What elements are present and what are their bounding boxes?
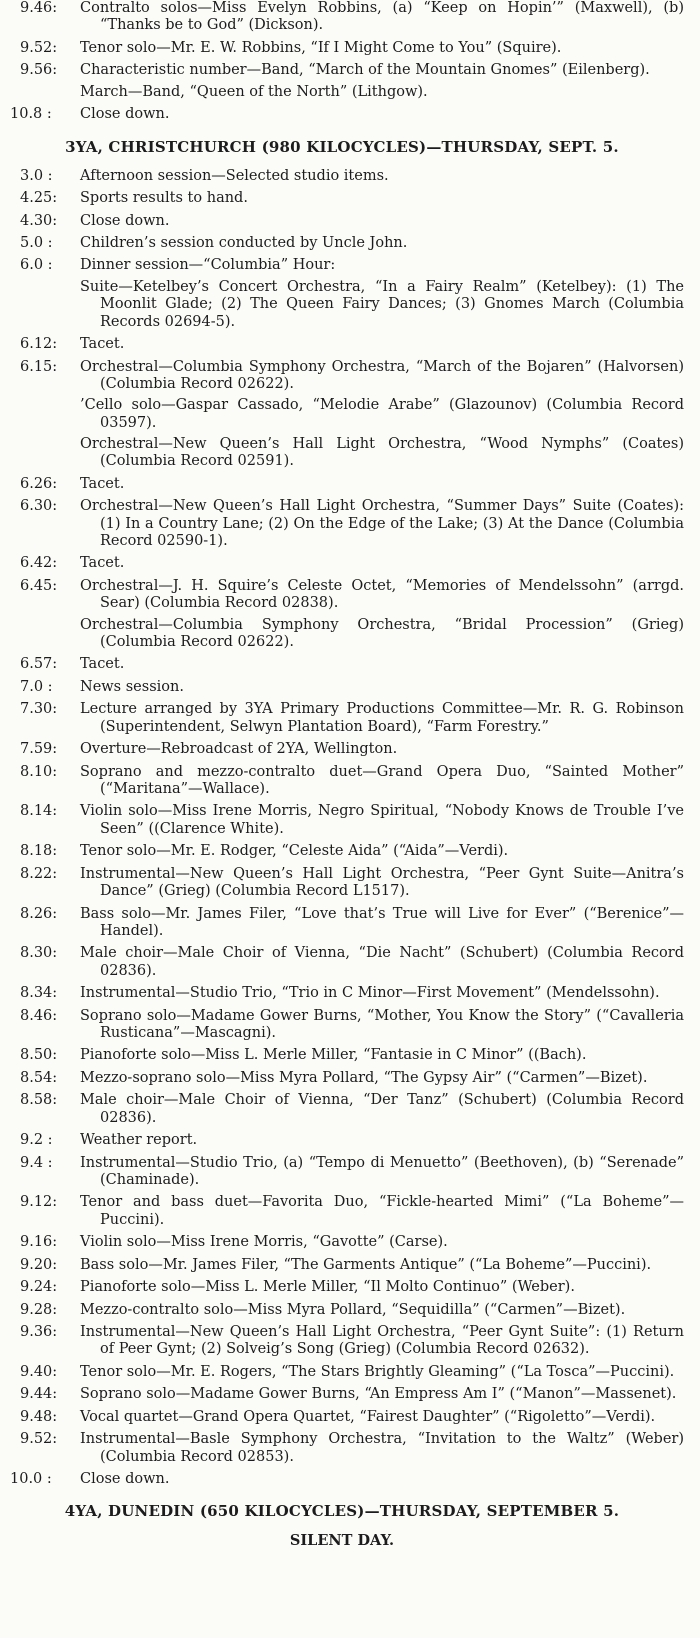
entry-time: 6.45: xyxy=(20,577,58,594)
entry-time: 6.26: xyxy=(20,475,58,492)
silent-day-notice: SILENT DAY. xyxy=(289,1532,395,1550)
entry-time: 9.16: xyxy=(20,1234,58,1251)
programme-entry xyxy=(0,679,684,696)
programme-entry xyxy=(0,803,684,838)
programme-entry xyxy=(0,1234,684,1251)
entry-text: Orchestral—Columbia Symphony Orchestra, “March of the Bojaren” (Halvorsen) (Columbia Record 02622). xyxy=(80,358,684,392)
programme-entry xyxy=(0,578,684,613)
entry-time: 8.30: xyxy=(20,945,58,962)
entry-time: 8.34: xyxy=(20,985,58,1002)
entry-text: Contralto solos—Miss Evelyn Robbins, (a) “Keep on Hopin’” (Maxwell), (b) “Thanks be to God” (Dickson). xyxy=(80,0,684,34)
entry-text: Weather report. xyxy=(80,1132,198,1149)
entry-text: Lecture arranged by 3YA Primary Productions Committee—Mr. R. G. Robinson (Superintendent, Selwyn Plantation Board), “Farm Forestry.” xyxy=(80,701,684,735)
programme-entry xyxy=(0,359,684,394)
programme-entry xyxy=(0,1431,684,1466)
entry-time: 6.12: xyxy=(20,336,58,353)
entry-time: 10.8 : xyxy=(10,106,52,123)
programme-entry xyxy=(0,1155,684,1190)
programme-entry xyxy=(0,213,684,230)
entry-text: Close down. xyxy=(80,106,170,123)
entry-text: Dinner session—“Columbia” Hour: xyxy=(80,257,336,274)
programme-entry xyxy=(0,764,684,799)
entry-time: 9.56: xyxy=(20,62,58,79)
programme-entry xyxy=(0,106,684,123)
entry-time: 8.58: xyxy=(20,1092,58,1109)
entry-text: Soprano and mezzo-contralto duet—Grand Opera Duo, “Sainted Mother” (“Maritana”—Wallace). xyxy=(80,763,684,797)
entry-time: 6.57: xyxy=(20,656,58,673)
programme-entry xyxy=(0,40,684,57)
programme-entry xyxy=(0,1471,684,1488)
entry-text: Mezzo-contralto solo—Miss Myra Pollard, “Sequidilla” (“Carmen”—Bizet). xyxy=(80,1301,626,1318)
entry-time: 8.50: xyxy=(20,1047,58,1064)
entry-text: Sports results to hand. xyxy=(80,190,248,207)
programme-entry xyxy=(0,498,684,550)
entry-time: 9.12: xyxy=(20,1194,58,1211)
entry-time: 6.15: xyxy=(20,358,58,375)
programme-entry xyxy=(0,168,684,185)
entry-time: 9.36: xyxy=(20,1324,58,1341)
entry-time: 9.52: xyxy=(20,1431,58,1448)
programme-entry xyxy=(0,62,684,79)
entry-text: Violin solo—Miss Irene Morris, “Gavotte” (Carse). xyxy=(80,1234,448,1251)
entry-text: Orchestral—Columbia Symphony Orchestra, “Bridal Procession” (Grieg) (Columbia Record 02622). xyxy=(80,616,684,650)
entry-text: Instrumental—Studio Trio, “Trio in C Minor—First Movement” (Mendelssohn). xyxy=(80,985,660,1002)
programme-entry xyxy=(0,985,684,1002)
entry-text: March—Band, “Queen of the North” (Lithgow). xyxy=(80,83,428,100)
programme-entry xyxy=(0,617,684,652)
entry-text: Male choir—Male Choir of Vienna, “Die Nacht” (Schubert) (Columbia Record 02836). xyxy=(80,945,684,979)
programme-entry xyxy=(0,1132,684,1149)
entry-text: News session. xyxy=(80,678,184,695)
programme-entry xyxy=(0,235,684,252)
entry-time: 4.25: xyxy=(20,190,58,207)
entry-time: 7.59: xyxy=(20,741,58,758)
entry-text: Bass solo—Mr. James Filer, “The Garments Antique” (“La Boheme”—Puccini). xyxy=(80,1256,652,1273)
entry-text: Tacet. xyxy=(80,555,125,572)
entry-time: 9.24: xyxy=(20,1279,58,1296)
programme-entry xyxy=(0,656,684,673)
programme-entry xyxy=(0,1409,684,1426)
programme-entry xyxy=(0,741,684,758)
entry-text: Tacet. xyxy=(80,336,125,353)
entry-text: Tenor solo—Mr. E. Rodger, “Celeste Aida” (“Aida”—Verdi). xyxy=(80,843,509,860)
entry-time: 6.0 : xyxy=(20,257,53,274)
entry-text: Children’s session conducted by Uncle John. xyxy=(80,234,408,251)
programme-entry xyxy=(0,279,684,331)
entry-time: 4.30: xyxy=(20,212,58,229)
programme-entry xyxy=(0,1008,684,1043)
entry-text: Vocal quartet—Grand Opera Quartet, “Fairest Daughter” (“Rigoletto”—Verdi). xyxy=(80,1408,656,1425)
programme-entry xyxy=(0,336,684,353)
entry-time: 7.30: xyxy=(20,701,58,718)
programme-entry xyxy=(0,397,684,432)
entry-time: 9.48: xyxy=(20,1408,58,1425)
station-heading-4ya: 4YA, DUNEDIN (650 KILOCYCLES)—THURSDAY, SEPTEMBER 5. xyxy=(64,1502,620,1521)
entry-time: 9.52: xyxy=(20,39,58,56)
entry-time: 8.18: xyxy=(20,843,58,860)
entry-text: Soprano solo—Madame Gower Burns, “Mother, You Know the Story” (“Cavalleria Rusticana”—Mascagni). xyxy=(80,1007,684,1041)
programme-entry xyxy=(0,1070,684,1087)
entry-text: Afternoon session—Selected studio items. xyxy=(80,167,389,184)
entry-text: Overture—Rebroadcast of 2YA, Wellington. xyxy=(80,741,398,758)
entry-time: 3.0 : xyxy=(20,167,53,184)
entry-text: Male choir—Male Choir of Vienna, “Der Tanz” (Schubert) (Columbia Record 02836). xyxy=(80,1092,684,1126)
entry-text: Orchestral—New Queen’s Hall Light Orchestra, “Summer Days” Suite (Coates): (1) In a Country Lane; (2) On the Edge of the Lake; (3) At the Dance (Columbia Record 02590-1). xyxy=(80,498,684,549)
entry-text: Tenor solo—Mr. E. W. Robbins, “If I Might Come to You” (Squire). xyxy=(80,39,562,56)
entry-time: 8.26: xyxy=(20,905,58,922)
programme-entry xyxy=(0,1092,684,1127)
entry-text: Tenor solo—Mr. E. Rogers, “The Stars Brightly Gleaming” (“La Tosca”—Puccini). xyxy=(80,1363,675,1380)
entry-time: 9.40: xyxy=(20,1363,58,1380)
entry-text: Suite—Ketelbey’s Concert Orchestra, “In a Fairy Realm” (Ketelbey): (1) The Moonlit Glade; (2) The Queen Fairy Dances; (3) Gnomes March (Columbia Records 02694-5). xyxy=(80,278,684,330)
programme-entry xyxy=(0,1279,684,1296)
entry-time: 8.22: xyxy=(20,865,58,882)
programme-entry xyxy=(0,555,684,572)
programme-entry xyxy=(0,476,684,493)
entry-text: Instrumental—Basle Symphony Orchestra, “Invitation to the Waltz” (Weber) (Columbia Record 02853). xyxy=(80,1431,684,1465)
entry-text: Orchestral—New Queen’s Hall Light Orchestra, “Wood Nymphs” (Coates) (Columbia Record 02591). xyxy=(80,436,684,470)
entry-time: 8.10: xyxy=(20,763,58,780)
programme-entry xyxy=(0,257,684,274)
programme-entry xyxy=(0,84,684,101)
entry-time: 8.14: xyxy=(20,803,58,820)
entry-time: 5.0 : xyxy=(20,234,53,251)
entry-text: Instrumental—Studio Trio, (a) “Tempo di Menuetto” (Beethoven), (b) “Serenade” (Chaminade). xyxy=(80,1154,684,1188)
entry-time: 9.4 : xyxy=(20,1154,53,1171)
entry-time: 9.46: xyxy=(20,0,58,16)
programme-entry xyxy=(0,190,684,207)
entry-text: Pianoforte solo—Miss L. Merle Miller, “Il Molto Continuo” (Weber). xyxy=(80,1279,575,1296)
programme-entry xyxy=(0,1324,684,1359)
programme-entry xyxy=(0,1364,684,1381)
entry-time: 6.30: xyxy=(20,498,58,515)
entry-text: Close down. xyxy=(80,212,170,229)
entry-time: 8.54: xyxy=(20,1069,58,1086)
programme-entry xyxy=(0,1194,684,1229)
programme-section-3ya xyxy=(0,168,684,1489)
entry-text: Violin solo—Miss Irene Morris, Negro Spiritual, “Nobody Knows de Trouble I’ve Seen” ((Clarence White). xyxy=(80,803,684,837)
programme-section-top xyxy=(0,0,684,124)
entry-text: Tacet. xyxy=(80,656,125,673)
programme-entry xyxy=(0,701,684,736)
programme-entry xyxy=(0,866,684,901)
entry-time: 9.2 : xyxy=(20,1132,53,1149)
entry-text: Mezzo-soprano solo—Miss Myra Pollard, “The Gypsy Air” (“Carmen”—Bizet). xyxy=(80,1069,648,1086)
entry-time: 9.20: xyxy=(20,1256,58,1273)
entry-time: 6.42: xyxy=(20,555,58,572)
entry-time: 9.44: xyxy=(20,1386,58,1403)
entry-text: Tenor and bass duet—Favorita Duo, “Fickle-hearted Mimi” (“La Boheme”—Puccini). xyxy=(80,1194,684,1228)
programme-entry xyxy=(0,1386,684,1403)
programme-entry xyxy=(0,843,684,860)
programme-entry xyxy=(0,1302,684,1319)
entry-text: Instrumental—New Queen’s Hall Light Orchestra, “Peer Gynt Suite—Anitra’s Dance” (Grieg) (Columbia Record L1517). xyxy=(80,865,684,900)
entry-time: 10.0 : xyxy=(10,1471,52,1488)
entry-text: ’Cello solo—Gaspar Cassado, “Melodie Arabe” (Glazounov) (Columbia Record 03597). xyxy=(80,397,684,431)
programme-entry xyxy=(0,945,684,980)
entry-time: 9.28: xyxy=(20,1301,58,1318)
entry-time: 7.0 : xyxy=(20,678,53,695)
programme-entry xyxy=(0,436,684,471)
entry-text: Pianoforte solo—Miss L. Merle Miller, “Fantasie in C Minor” ((Bach). xyxy=(80,1047,587,1064)
entry-text: Close down. xyxy=(80,1471,170,1488)
programme-entry xyxy=(0,906,684,941)
entry-text: Characteristic number—Band, “March of the Mountain Gnomes” (Eilenberg). xyxy=(80,62,650,79)
entry-text: Tacet. xyxy=(80,475,125,492)
entry-text: Orchestral—J. H. Squire’s Celeste Octet, “Memories of Mendelssohn” (arrgd. Sear) (Columbia Record 02838). xyxy=(80,577,684,612)
station-heading-3ya: 3YA, CHRISTCHURCH (980 KILOCYCLES)—THURSDAY, SEPT. 5. xyxy=(65,137,619,156)
programme-entry xyxy=(0,1047,684,1064)
entry-text: Bass solo—Mr. James Filer, “Love that’s True will Live for Ever” (“Berenice”—Handel). xyxy=(80,905,684,939)
entry-text: Instrumental—New Queen’s Hall Light Orchestra, “Peer Gynt Suite”: (1) Return of Peer Gynt; (2) Solveig’s Song (Grieg) (Columbia Record 02632). xyxy=(80,1324,684,1358)
entry-text: Soprano solo—Madame Gower Burns, “An Empress Am I” (“Manon”—Massenet). xyxy=(80,1386,677,1403)
entry-time: 8.46: xyxy=(20,1007,58,1024)
programme-entry xyxy=(0,1257,684,1274)
programme-entry xyxy=(0,0,684,35)
